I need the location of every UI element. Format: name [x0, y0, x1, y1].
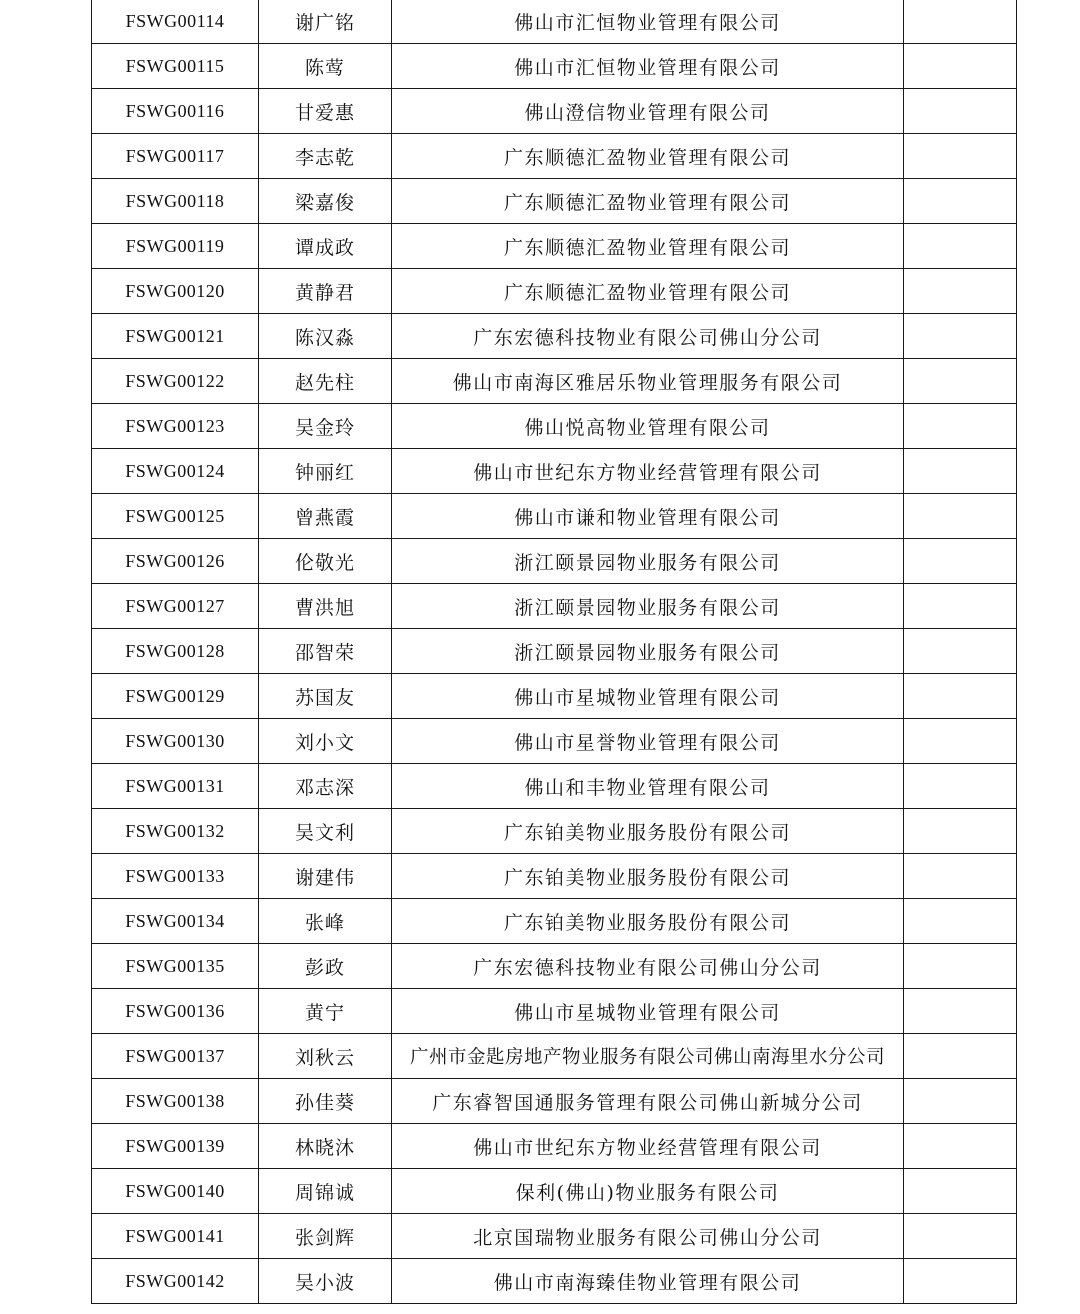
table-row	[92, 674, 1017, 719]
company-name-cell: 广东顺德汇盈物业管理有限公司	[392, 224, 904, 269]
table-row	[92, 269, 1017, 314]
table-row	[92, 224, 1017, 269]
table-row	[92, 629, 1017, 674]
cert-number-cell: FSWG00125	[92, 494, 259, 539]
remark-cell	[904, 179, 1017, 224]
remark-cell	[904, 1169, 1017, 1214]
table-row	[92, 1259, 1017, 1304]
person-name-cell: 曾燕霞	[259, 494, 392, 539]
cert-number-cell: FSWG00130	[92, 719, 259, 764]
company-name-cell: 广东顺德汇盈物业管理有限公司	[392, 269, 904, 314]
remark-cell	[904, 269, 1017, 314]
cert-number-cell: FSWG00126	[92, 539, 259, 584]
table-row	[92, 1034, 1017, 1079]
person-name-cell: 曹洪旭	[259, 584, 392, 629]
registration-table	[91, 0, 1017, 1304]
company-name-cell: 佛山市星城物业管理有限公司	[392, 674, 904, 719]
remark-cell	[904, 0, 1017, 44]
cert-number-cell: FSWG00124	[92, 449, 259, 494]
table-row	[92, 809, 1017, 854]
company-name-cell: 佛山澄信物业管理有限公司	[392, 89, 904, 134]
table-row	[92, 719, 1017, 764]
table-body	[92, 0, 1017, 1304]
company-name-cell: 广东顺德汇盈物业管理有限公司	[392, 134, 904, 179]
person-name-cell: 刘小文	[259, 719, 392, 764]
remark-cell	[904, 989, 1017, 1034]
cert-number-cell: FSWG00116	[92, 89, 259, 134]
company-name-cell: 广东睿智国通服务管理有限公司佛山新城分公司	[392, 1079, 904, 1124]
person-name-cell: 李志乾	[259, 134, 392, 179]
remark-cell	[904, 404, 1017, 449]
cert-number-cell: FSWG00120	[92, 269, 259, 314]
table-row	[92, 0, 1017, 44]
person-name-cell: 邵智荣	[259, 629, 392, 674]
remark-cell	[904, 854, 1017, 899]
person-name-cell: 谭成政	[259, 224, 392, 269]
table-row	[92, 404, 1017, 449]
company-name-cell: 广东铂美物业服务股份有限公司	[392, 854, 904, 899]
cert-number-cell: FSWG00140	[92, 1169, 259, 1214]
remark-cell	[904, 449, 1017, 494]
remark-cell	[904, 584, 1017, 629]
table-row	[92, 1169, 1017, 1214]
person-name-cell: 陈莺	[259, 44, 392, 89]
remark-cell	[904, 764, 1017, 809]
person-name-cell: 张剑辉	[259, 1214, 392, 1259]
company-name-cell: 佛山市南海区雅居乐物业管理服务有限公司	[392, 359, 904, 404]
cert-number-cell: FSWG00119	[92, 224, 259, 269]
person-name-cell: 谢广铭	[259, 0, 392, 44]
company-name-cell: 佛山市南海臻佳物业管理有限公司	[392, 1259, 904, 1304]
cert-number-cell: FSWG00132	[92, 809, 259, 854]
table-row	[92, 134, 1017, 179]
table-row	[92, 359, 1017, 404]
company-name-cell: 保利(佛山)物业服务有限公司	[392, 1169, 904, 1214]
cert-number-cell: FSWG00137	[92, 1034, 259, 1079]
person-name-cell: 林晓沐	[259, 1124, 392, 1169]
table-row	[92, 494, 1017, 539]
cert-number-cell: FSWG00139	[92, 1124, 259, 1169]
person-name-cell: 刘秋云	[259, 1034, 392, 1079]
cert-number-cell: FSWG00142	[92, 1259, 259, 1304]
table-row	[92, 989, 1017, 1034]
table-row	[92, 314, 1017, 359]
table-row	[92, 944, 1017, 989]
company-name-cell: 浙江颐景园物业服务有限公司	[392, 539, 904, 584]
person-name-cell: 吴文利	[259, 809, 392, 854]
company-name-cell: 广东宏德科技物业有限公司佛山分公司	[392, 314, 904, 359]
remark-cell	[904, 539, 1017, 584]
table-row	[92, 539, 1017, 584]
remark-cell	[904, 1259, 1017, 1304]
person-name-cell: 吴小波	[259, 1259, 392, 1304]
remark-cell	[904, 944, 1017, 989]
table-row	[92, 449, 1017, 494]
cert-number-cell: FSWG00141	[92, 1214, 259, 1259]
company-name-cell: 广州市金匙房地产物业服务有限公司佛山南海里水分公司	[392, 1034, 904, 1079]
cert-number-cell: FSWG00135	[92, 944, 259, 989]
person-name-cell: 孙佳葵	[259, 1079, 392, 1124]
company-name-cell: 广东铂美物业服务股份有限公司	[392, 809, 904, 854]
remark-cell	[904, 629, 1017, 674]
cert-number-cell: FSWG00115	[92, 44, 259, 89]
table-row	[92, 44, 1017, 89]
company-name-cell: 佛山市汇恒物业管理有限公司	[392, 44, 904, 89]
remark-cell	[904, 1034, 1017, 1079]
table-row	[92, 1124, 1017, 1169]
remark-cell	[904, 1079, 1017, 1124]
table-row	[92, 584, 1017, 629]
person-name-cell: 彭政	[259, 944, 392, 989]
remark-cell	[904, 494, 1017, 539]
cert-number-cell: FSWG00127	[92, 584, 259, 629]
person-name-cell: 赵先柱	[259, 359, 392, 404]
remark-cell	[904, 1124, 1017, 1169]
remark-cell	[904, 1214, 1017, 1259]
table-row	[92, 899, 1017, 944]
cert-number-cell: FSWG00118	[92, 179, 259, 224]
company-name-cell: 浙江颐景园物业服务有限公司	[392, 629, 904, 674]
remark-cell	[904, 44, 1017, 89]
remark-cell	[904, 719, 1017, 764]
person-name-cell: 吴金玲	[259, 404, 392, 449]
person-name-cell: 甘爱惠	[259, 89, 392, 134]
company-name-cell: 佛山市星城物业管理有限公司	[392, 989, 904, 1034]
person-name-cell: 黄静君	[259, 269, 392, 314]
remark-cell	[904, 134, 1017, 179]
cert-number-cell: FSWG00131	[92, 764, 259, 809]
remark-cell	[904, 314, 1017, 359]
company-name-cell: 佛山悦高物业管理有限公司	[392, 404, 904, 449]
cert-number-cell: FSWG00114	[92, 0, 259, 44]
company-name-cell: 浙江颐景园物业服务有限公司	[392, 584, 904, 629]
table-row	[92, 1079, 1017, 1124]
person-name-cell: 梁嘉俊	[259, 179, 392, 224]
cert-number-cell: FSWG00134	[92, 899, 259, 944]
remark-cell	[904, 899, 1017, 944]
cert-number-cell: FSWG00123	[92, 404, 259, 449]
cert-number-cell: FSWG00133	[92, 854, 259, 899]
remark-cell	[904, 359, 1017, 404]
person-name-cell: 邓志深	[259, 764, 392, 809]
remark-cell	[904, 809, 1017, 854]
cert-number-cell: FSWG00122	[92, 359, 259, 404]
remark-cell	[904, 674, 1017, 719]
cert-number-cell: FSWG00128	[92, 629, 259, 674]
company-name-cell: 佛山和丰物业管理有限公司	[392, 764, 904, 809]
company-name-cell: 佛山市世纪东方物业经营管理有限公司	[392, 449, 904, 494]
cert-number-cell: FSWG00121	[92, 314, 259, 359]
person-name-cell: 谢建伟	[259, 854, 392, 899]
company-name-cell: 佛山市世纪东方物业经营管理有限公司	[392, 1124, 904, 1169]
person-name-cell: 周锦诚	[259, 1169, 392, 1214]
company-name-cell: 广东宏德科技物业有限公司佛山分公司	[392, 944, 904, 989]
person-name-cell: 陈汉淼	[259, 314, 392, 359]
remark-cell	[904, 224, 1017, 269]
person-name-cell: 苏国友	[259, 674, 392, 719]
table-row	[92, 854, 1017, 899]
cert-number-cell: FSWG00138	[92, 1079, 259, 1124]
company-name-cell: 佛山市星誉物业管理有限公司	[392, 719, 904, 764]
cert-number-cell: FSWG00117	[92, 134, 259, 179]
company-name-cell: 佛山市汇恒物业管理有限公司	[392, 0, 904, 44]
table-row	[92, 764, 1017, 809]
person-name-cell: 张峰	[259, 899, 392, 944]
company-name-cell: 北京国瑞物业服务有限公司佛山分公司	[392, 1214, 904, 1259]
remark-cell	[904, 89, 1017, 134]
table-row	[92, 1214, 1017, 1259]
table-row	[92, 179, 1017, 224]
table-row	[92, 89, 1017, 134]
company-name-cell: 广东顺德汇盈物业管理有限公司	[392, 179, 904, 224]
cert-number-cell: FSWG00136	[92, 989, 259, 1034]
person-name-cell: 黄宁	[259, 989, 392, 1034]
person-name-cell: 钟丽红	[259, 449, 392, 494]
company-name-cell: 佛山市谦和物业管理有限公司	[392, 494, 904, 539]
company-name-cell: 广东铂美物业服务股份有限公司	[392, 899, 904, 944]
person-name-cell: 伦敬光	[259, 539, 392, 584]
cert-number-cell: FSWG00129	[92, 674, 259, 719]
